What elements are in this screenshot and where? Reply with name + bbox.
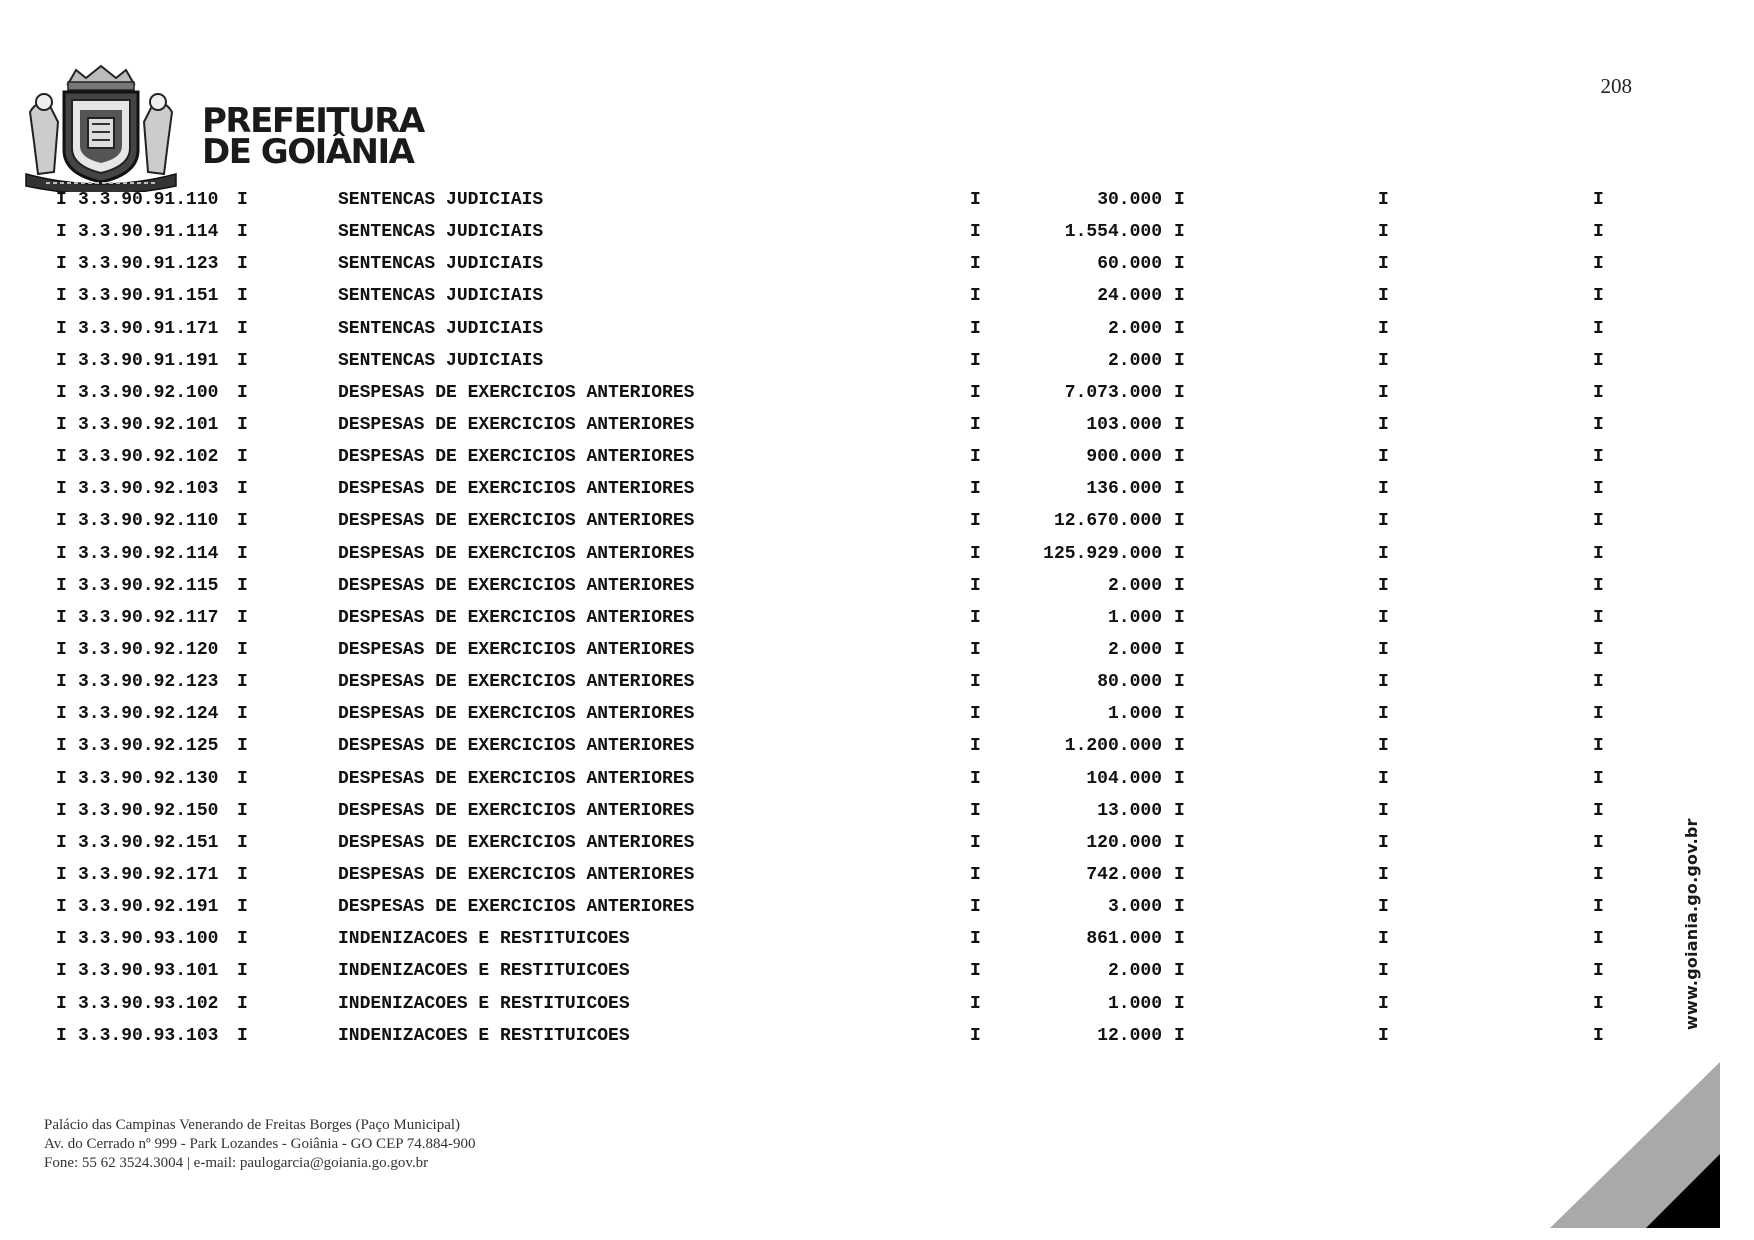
table-row	[0, 893, 1754, 925]
description: SENTENCAS JUDICIAIS	[338, 254, 544, 275]
separator: I	[1378, 350, 1389, 371]
amount: 2.000	[1107, 350, 1162, 371]
separator: I	[56, 447, 67, 468]
amount: 104.000	[1086, 768, 1162, 789]
separator: I	[1593, 575, 1604, 596]
separator: I	[1378, 318, 1389, 339]
separator: I	[1378, 672, 1389, 693]
separator: I	[237, 543, 248, 564]
separator: I	[237, 832, 248, 853]
account-code: 3.3.90.92.124	[78, 704, 219, 725]
amount: 136.000	[1086, 479, 1162, 500]
separator: I	[237, 350, 248, 371]
separator: I	[56, 286, 67, 307]
description: DESPESAS DE EXERCICIOS ANTERIORES	[338, 479, 695, 500]
separator: I	[1174, 543, 1185, 564]
separator: I	[970, 254, 981, 275]
table-row	[0, 379, 1754, 411]
table-row	[0, 765, 1754, 797]
separator: I	[237, 286, 248, 307]
account-code: 3.3.90.93.100	[78, 929, 219, 950]
separator: I	[1378, 704, 1389, 725]
separator: I	[970, 190, 981, 210]
table-row	[0, 250, 1754, 282]
amount: 2.000	[1107, 575, 1162, 596]
separator: I	[970, 961, 981, 982]
table-row	[0, 572, 1754, 604]
table-row	[0, 829, 1754, 861]
separator: I	[56, 736, 67, 757]
separator: I	[1174, 929, 1185, 950]
separator: I	[1174, 222, 1185, 243]
separator: I	[1593, 414, 1604, 435]
amount: 742.000	[1086, 864, 1162, 885]
separator: I	[970, 832, 981, 853]
separator: I	[237, 254, 248, 275]
separator: I	[56, 897, 67, 918]
separator: I	[970, 768, 981, 789]
table-row	[0, 186, 1754, 218]
account-code: 3.3.90.92.123	[78, 672, 219, 693]
separator: I	[1593, 961, 1604, 982]
account-code: 3.3.90.91.191	[78, 350, 219, 371]
description: DESPESAS DE EXERCICIOS ANTERIORES	[338, 382, 695, 403]
separator: I	[1593, 993, 1604, 1014]
separator: I	[237, 575, 248, 596]
description: DESPESAS DE EXERCICIOS ANTERIORES	[338, 704, 695, 725]
table-row	[0, 797, 1754, 829]
separator: I	[1174, 672, 1185, 693]
separator: I	[56, 190, 67, 210]
separator: I	[237, 639, 248, 660]
separator: I	[1593, 704, 1604, 725]
separator: I	[1593, 350, 1604, 371]
description: SENTENCAS JUDICIAIS	[338, 286, 544, 307]
separator: I	[1378, 382, 1389, 403]
separator: I	[1174, 575, 1185, 596]
logo-line-1: PREFEITURA	[202, 101, 424, 141]
account-code: 3.3.90.92.114	[78, 543, 219, 564]
separator: I	[1378, 768, 1389, 789]
separator: I	[970, 672, 981, 693]
description: INDENIZACOES E RESTITUICOES	[338, 929, 630, 950]
separator: I	[1378, 929, 1389, 950]
separator: I	[1378, 190, 1389, 210]
amount: 1.200.000	[1064, 736, 1162, 757]
page-number: 208	[1600, 74, 1632, 98]
description: SENTENCAS JUDICIAIS	[338, 222, 544, 243]
separator: I	[1378, 222, 1389, 243]
description: DESPESAS DE EXERCICIOS ANTERIORES	[338, 543, 695, 564]
description: INDENIZACOES E RESTITUICOES	[338, 1025, 630, 1046]
account-code: 3.3.90.93.102	[78, 993, 219, 1014]
separator: I	[237, 704, 248, 725]
table-row	[0, 604, 1754, 636]
separator: I	[970, 736, 981, 757]
account-code: 3.3.90.92.110	[78, 511, 219, 532]
footer-line-2: Av. do Cerrado nº 999 - Park Lozandes - Goiânia - GO CEP 74.884-900	[44, 1136, 476, 1152]
separator: I	[237, 768, 248, 789]
table-row	[0, 990, 1754, 1022]
footer-address	[44, 1116, 476, 1173]
separator: I	[56, 832, 67, 853]
account-code: 3.3.90.92.100	[78, 382, 219, 403]
separator: I	[1174, 414, 1185, 435]
separator: I	[1593, 768, 1604, 789]
description: INDENIZACOES E RESTITUICOES	[338, 993, 630, 1014]
separator: I	[56, 929, 67, 950]
account-code: 3.3.90.92.115	[78, 575, 219, 596]
separator: I	[1593, 286, 1604, 307]
amount: 12.670.000	[1053, 511, 1162, 532]
separator: I	[970, 929, 981, 950]
table-row	[0, 957, 1754, 989]
table-row	[0, 925, 1754, 957]
coat-of-arms-icon	[16, 62, 186, 192]
table-row	[0, 218, 1754, 250]
separator: I	[1378, 543, 1389, 564]
description: DESPESAS DE EXERCICIOS ANTERIORES	[338, 639, 695, 660]
separator: I	[1174, 736, 1185, 757]
footer-line-3: Fone: 55 62 3524.3004 | e-mail: paulogarcia@goiania.go.gov.br	[44, 1155, 429, 1171]
separator: I	[1174, 447, 1185, 468]
amount: 125.929.000	[1043, 543, 1162, 564]
separator: I	[1593, 672, 1604, 693]
separator: I	[1378, 511, 1389, 532]
separator: I	[56, 543, 67, 564]
separator: I	[56, 961, 67, 982]
separator: I	[970, 864, 981, 885]
amount: 1.554.000	[1064, 222, 1162, 243]
separator: I	[1593, 607, 1604, 628]
separator: I	[1174, 286, 1185, 307]
separator: I	[1174, 479, 1185, 500]
separator: I	[1593, 479, 1604, 500]
separator: I	[237, 736, 248, 757]
description: DESPESAS DE EXERCICIOS ANTERIORES	[338, 447, 695, 468]
corner-decoration	[1550, 1062, 1720, 1228]
separator: I	[1593, 447, 1604, 468]
separator: I	[56, 479, 67, 500]
amount: 1.000	[1107, 607, 1162, 628]
separator: I	[237, 897, 248, 918]
amount: 24.000	[1097, 286, 1162, 307]
separator: I	[56, 993, 67, 1014]
separator: I	[1378, 639, 1389, 660]
separator: I	[1174, 382, 1185, 403]
table-row	[0, 540, 1754, 572]
account-code: 3.3.90.91.114	[78, 222, 219, 243]
separator: I	[970, 639, 981, 660]
table-row	[0, 861, 1754, 893]
separator: I	[970, 607, 981, 628]
separator: I	[970, 704, 981, 725]
separator: I	[237, 929, 248, 950]
separator: I	[56, 704, 67, 725]
account-code: 3.3.90.91.123	[78, 254, 219, 275]
separator: I	[1378, 897, 1389, 918]
account-code: 3.3.90.92.150	[78, 800, 219, 821]
separator: I	[56, 800, 67, 821]
separator: I	[970, 1025, 981, 1046]
separator: I	[1174, 350, 1185, 371]
amount: 7.073.000	[1064, 382, 1162, 403]
separator: I	[1378, 479, 1389, 500]
separator: I	[237, 993, 248, 1014]
table-row	[0, 443, 1754, 475]
amount: 12.000	[1097, 1025, 1162, 1046]
separator: I	[1593, 864, 1604, 885]
description: DESPESAS DE EXERCICIOS ANTERIORES	[338, 414, 695, 435]
amount: 103.000	[1086, 414, 1162, 435]
description: SENTENCAS JUDICIAIS	[338, 350, 544, 371]
separator: I	[1378, 575, 1389, 596]
separator: I	[970, 286, 981, 307]
separator: I	[56, 768, 67, 789]
account-code: 3.3.90.92.171	[78, 864, 219, 885]
separator: I	[1593, 639, 1604, 660]
separator: I	[56, 864, 67, 885]
logo-wordmark	[202, 101, 424, 172]
description: DESPESAS DE EXERCICIOS ANTERIORES	[338, 864, 695, 885]
table-row	[0, 315, 1754, 347]
table-row	[0, 282, 1754, 314]
amount: 900.000	[1086, 447, 1162, 468]
separator: I	[56, 575, 67, 596]
separator: I	[1593, 897, 1604, 918]
separator: I	[970, 800, 981, 821]
separator: I	[1378, 832, 1389, 853]
description: SENTENCAS JUDICIAIS	[338, 190, 544, 210]
budget-table	[0, 186, 1754, 1054]
separator: I	[56, 222, 67, 243]
separator: I	[1378, 993, 1389, 1014]
description: DESPESAS DE EXERCICIOS ANTERIORES	[338, 800, 695, 821]
separator: I	[1593, 254, 1604, 275]
table-row	[0, 475, 1754, 507]
account-code: 3.3.90.92.191	[78, 897, 219, 918]
separator: I	[1378, 447, 1389, 468]
separator: I	[1174, 961, 1185, 982]
account-code: 3.3.90.92.101	[78, 414, 219, 435]
account-code: 3.3.90.93.103	[78, 1025, 219, 1046]
separator: I	[56, 414, 67, 435]
separator: I	[1593, 318, 1604, 339]
separator: I	[1593, 800, 1604, 821]
separator: I	[237, 382, 248, 403]
description: DESPESAS DE EXERCICIOS ANTERIORES	[338, 736, 695, 757]
amount: 1.000	[1107, 993, 1162, 1014]
account-code: 3.3.90.91.110	[78, 190, 219, 210]
separator: I	[1174, 704, 1185, 725]
separator: I	[237, 511, 248, 532]
separator: I	[237, 414, 248, 435]
separator: I	[970, 543, 981, 564]
separator: I	[1593, 929, 1604, 950]
description: DESPESAS DE EXERCICIOS ANTERIORES	[338, 575, 695, 596]
account-code: 3.3.90.92.117	[78, 607, 219, 628]
description: DESPESAS DE EXERCICIOS ANTERIORES	[338, 832, 695, 853]
table-row	[0, 411, 1754, 443]
separator: I	[56, 511, 67, 532]
prefeitura-logo	[16, 62, 424, 192]
description: DESPESAS DE EXERCICIOS ANTERIORES	[338, 607, 695, 628]
separator: I	[1378, 800, 1389, 821]
description: INDENIZACOES E RESTITUICOES	[338, 961, 630, 982]
description: DESPESAS DE EXERCICIOS ANTERIORES	[338, 511, 695, 532]
description: DESPESAS DE EXERCICIOS ANTERIORES	[338, 672, 695, 693]
separator: I	[237, 1025, 248, 1046]
separator: I	[1378, 1025, 1389, 1046]
separator: I	[1174, 768, 1185, 789]
separator: I	[1378, 736, 1389, 757]
account-code: 3.3.90.92.102	[78, 447, 219, 468]
separator: I	[237, 672, 248, 693]
separator: I	[1378, 414, 1389, 435]
separator: I	[237, 190, 248, 210]
table-row	[0, 668, 1754, 700]
account-code: 3.3.90.91.171	[78, 318, 219, 339]
separator: I	[1174, 1025, 1185, 1046]
separator: I	[1593, 222, 1604, 243]
description: DESPESAS DE EXERCICIOS ANTERIORES	[338, 768, 695, 789]
separator: I	[970, 993, 981, 1014]
separator: I	[1593, 1025, 1604, 1046]
separator: I	[970, 350, 981, 371]
amount: 2.000	[1107, 961, 1162, 982]
separator: I	[1378, 254, 1389, 275]
separator: I	[1174, 254, 1185, 275]
separator: I	[237, 447, 248, 468]
separator: I	[1378, 286, 1389, 307]
separator: I	[1174, 190, 1185, 210]
account-code: 3.3.90.92.120	[78, 639, 219, 660]
separator: I	[970, 382, 981, 403]
separator: I	[1378, 864, 1389, 885]
account-code: 3.3.90.93.101	[78, 961, 219, 982]
separator: I	[56, 1025, 67, 1046]
table-row	[0, 1022, 1754, 1054]
amount: 120.000	[1086, 832, 1162, 853]
separator: I	[1174, 800, 1185, 821]
amount: 80.000	[1097, 672, 1162, 693]
account-code: 3.3.90.92.125	[78, 736, 219, 757]
separator: I	[56, 350, 67, 371]
separator: I	[1378, 607, 1389, 628]
amount: 30.000	[1097, 190, 1162, 210]
separator: I	[237, 479, 248, 500]
table-row	[0, 700, 1754, 732]
separator: I	[237, 800, 248, 821]
account-code: 3.3.90.92.130	[78, 768, 219, 789]
separator: I	[1593, 190, 1604, 210]
separator: I	[237, 961, 248, 982]
separator: I	[1174, 318, 1185, 339]
account-code: 3.3.90.92.103	[78, 479, 219, 500]
separator: I	[970, 479, 981, 500]
separator: I	[1593, 736, 1604, 757]
footer-line-1: Palácio das Campinas Venerando de Freitas Borges (Paço Municipal)	[44, 1117, 461, 1133]
separator: I	[970, 511, 981, 532]
separator: I	[56, 382, 67, 403]
separator: I	[56, 672, 67, 693]
separator: I	[56, 607, 67, 628]
separator: I	[1174, 993, 1185, 1014]
separator: I	[1174, 832, 1185, 853]
table-row	[0, 347, 1754, 379]
logo-line-2: DE GOIÂNIA	[202, 132, 414, 172]
separator: I	[970, 222, 981, 243]
separator: I	[970, 414, 981, 435]
description: SENTENCAS JUDICIAIS	[338, 318, 544, 339]
separator: I	[1174, 511, 1185, 532]
separator: I	[1174, 864, 1185, 885]
separator: I	[970, 897, 981, 918]
separator: I	[237, 864, 248, 885]
amount: 3.000	[1107, 897, 1162, 918]
separator: I	[1593, 543, 1604, 564]
separator: I	[1593, 382, 1604, 403]
separator: I	[970, 447, 981, 468]
account-code: 3.3.90.91.151	[78, 286, 219, 307]
separator: I	[1378, 961, 1389, 982]
separator: I	[56, 254, 67, 275]
amount: 13.000	[1097, 800, 1162, 821]
description: DESPESAS DE EXERCICIOS ANTERIORES	[338, 897, 695, 918]
amount: 2.000	[1107, 639, 1162, 660]
separator: I	[237, 607, 248, 628]
amount: 861.000	[1086, 929, 1162, 950]
table-row	[0, 507, 1754, 539]
table-row	[0, 636, 1754, 668]
separator: I	[1174, 639, 1185, 660]
table-row	[0, 732, 1754, 764]
separator: I	[56, 639, 67, 660]
amount: 2.000	[1107, 318, 1162, 339]
amount: 1.000	[1107, 704, 1162, 725]
separator: I	[1174, 897, 1185, 918]
separator: I	[237, 222, 248, 243]
separator: I	[1593, 832, 1604, 853]
website-url: www.goiania.go.gov.br	[1682, 818, 1701, 1030]
separator: I	[1174, 607, 1185, 628]
separator: I	[56, 318, 67, 339]
amount: 60.000	[1097, 254, 1162, 275]
separator: I	[970, 575, 981, 596]
account-code: 3.3.90.92.151	[78, 832, 219, 853]
separator: I	[237, 318, 248, 339]
separator: I	[970, 318, 981, 339]
separator: I	[1593, 511, 1604, 532]
